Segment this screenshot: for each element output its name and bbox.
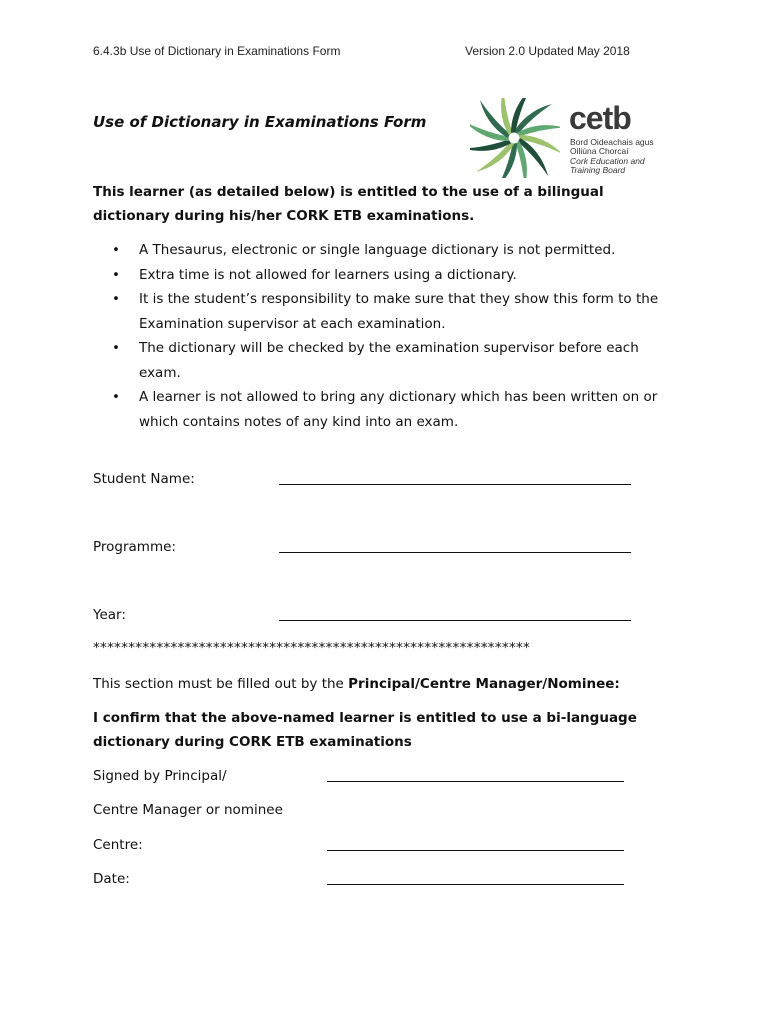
- rule-item: • A Thesaurus, electronic or single language dictionary is not permitted.: [112, 238, 692, 263]
- intro-line-2: dictionary during his/her CORK ETB examinations.: [93, 208, 475, 224]
- section-bold: Principal/Centre Manager/Nominee:: [348, 676, 620, 692]
- logo-line-2: Oiliúna Chorcaí: [570, 146, 629, 156]
- version-label: Version 2.0 Updated May 2018: [465, 44, 630, 58]
- year-label: Year:: [93, 607, 126, 623]
- section-instruction: [93, 676, 620, 692]
- student-name-field[interactable]: [279, 484, 631, 485]
- confirm-line-2: dictionary during CORK ETB examinations: [93, 734, 412, 750]
- rule-item: • A learner is not allowed to bring any dictionary which has been written on or which contains notes of any kind into an exam.: [112, 385, 659, 434]
- logo-line-3: Cork Education and: [570, 156, 645, 166]
- centre-field[interactable]: [327, 850, 624, 851]
- logo-line-4: Training Board: [570, 165, 626, 175]
- centre-label: Centre:: [93, 837, 143, 853]
- rule-item: • It is the student’s responsibility to make sure that they show this form to the Examination supervisor at each examination.: [112, 287, 659, 336]
- signed-label-2: Centre Manager or nominee: [93, 802, 283, 818]
- rule-item: • Extra time is not allowed for learners using a dictionary.: [112, 263, 692, 288]
- confirm-line-1: I confirm that the above-named learner is entitled to use a bi-language: [93, 710, 637, 726]
- swirl-logo-icon: [470, 98, 560, 178]
- student-name-label: Student Name:: [93, 471, 195, 487]
- programme-label: Programme:: [93, 539, 176, 555]
- signed-label-1: Signed by Principal/: [93, 768, 227, 784]
- logo-line-1: Bord Oideachais agus: [570, 137, 654, 147]
- section-prefix: This section must be filled out by the: [93, 676, 349, 692]
- programme-field[interactable]: [279, 552, 631, 553]
- date-field[interactable]: [327, 884, 624, 885]
- cetb-logo-mark: [470, 98, 560, 178]
- separator: **************************************************************: [93, 640, 531, 656]
- page-title: Use of Dictionary in Examinations Form: [93, 113, 427, 131]
- rules-list: [112, 238, 692, 434]
- signature-field[interactable]: [327, 781, 624, 782]
- rule-item: • The dictionary will be checked by the examination supervisor before each exam.: [112, 336, 659, 385]
- date-label: Date:: [93, 871, 130, 887]
- year-field[interactable]: [279, 620, 631, 621]
- cetb-brand: cetb: [569, 100, 631, 136]
- intro-line-1: This learner (as detailed below) is entitled to the use of a bilingual: [93, 184, 604, 200]
- form-reference: 6.4.3b Use of Dictionary in Examinations Form: [93, 44, 341, 58]
